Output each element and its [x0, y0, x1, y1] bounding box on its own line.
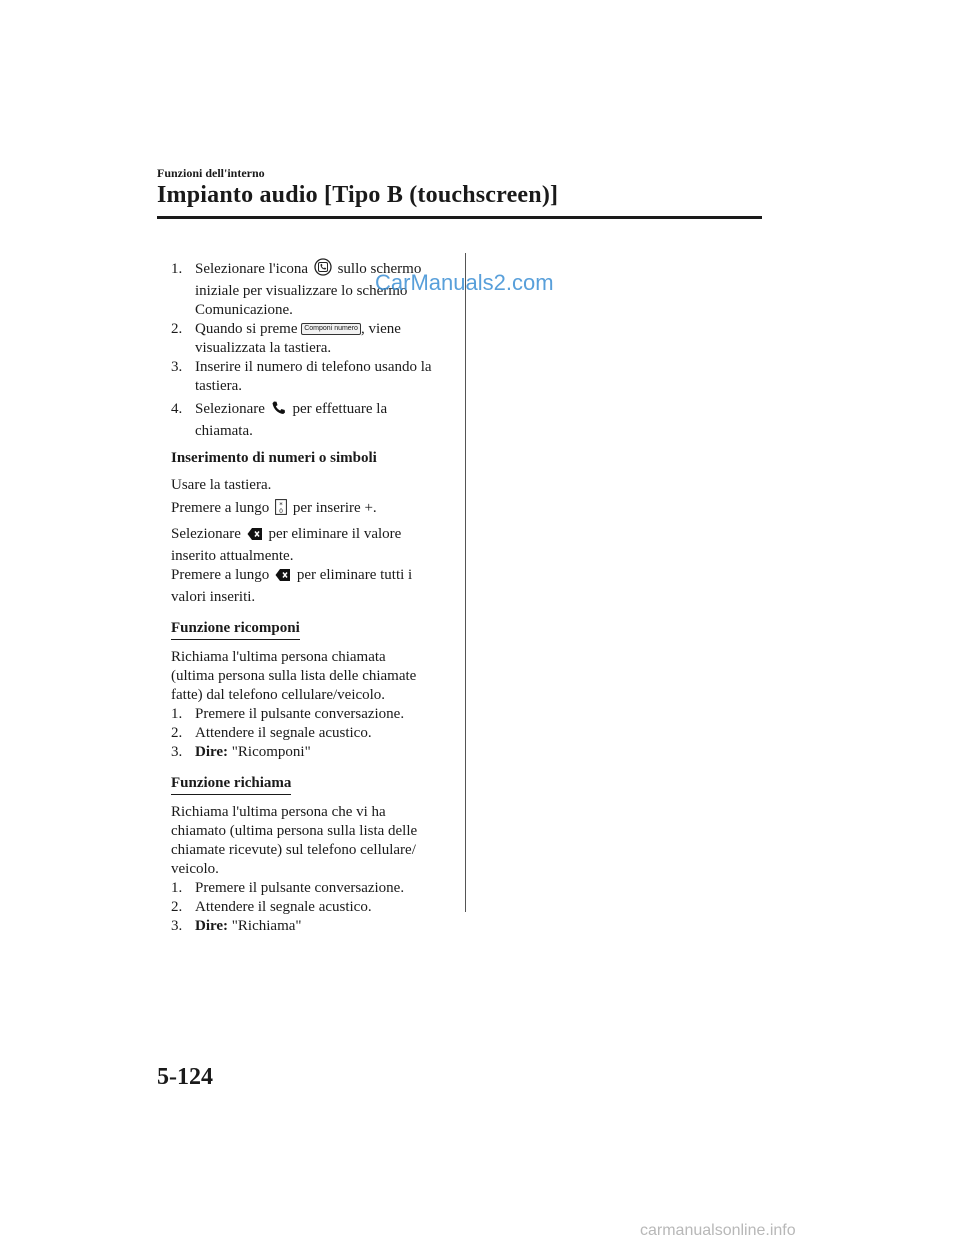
paragraph-line: Premere a lungo [171, 500, 270, 516]
dial-number-button-icon: Componi numero [301, 323, 361, 335]
list-item [171, 917, 466, 936]
paragraph-line: chiamato (ultima persona sulla lista delle [171, 823, 418, 839]
step-number: 3. [171, 918, 183, 934]
list-item [171, 724, 466, 743]
list-item [171, 705, 466, 724]
paragraph-line: valori inseriti. [171, 589, 256, 605]
delete-key-icon [247, 527, 263, 547]
step-keyword: Dire: [195, 918, 229, 934]
step-text: "Richiama" [231, 918, 302, 934]
title-rule [157, 216, 762, 219]
paragraph-line: veicolo. [171, 861, 219, 877]
svg-text:0: 0 [279, 508, 283, 515]
step-number: 3. [171, 744, 183, 760]
list-item [171, 898, 466, 917]
page-title: Impianto audio [Tipo B (touchscreen)] [157, 182, 559, 208]
footer-watermark: carmanualsonline.info [640, 1222, 796, 1239]
paragraph-line: Richiama l'ultima persona che vi ha [171, 804, 386, 820]
step-text: Premere il pulsante conversazione. [195, 880, 405, 896]
step-text: tastiera. [195, 378, 243, 394]
section-label: Funzioni dell'interno [157, 166, 265, 180]
delete-key-icon [275, 568, 291, 588]
page-number: 5-124 [157, 1064, 213, 1090]
paragraph-line: Selezionare [171, 526, 241, 542]
paragraph-line: per eliminare il valore [268, 526, 402, 542]
paragraph-line: per inserire +. [292, 500, 377, 516]
step-number: 1. [171, 261, 183, 277]
symbols-heading: Inserimento di numeri o simboli [171, 450, 377, 466]
step-text: , viene [360, 321, 401, 337]
step-number: 4. [171, 401, 183, 417]
phone-screen-icon [314, 258, 332, 282]
paragraph-line: (ultima persona sulla lista delle chiamate [171, 668, 417, 684]
step-text: Inserire il numero di telefono usando la [195, 359, 432, 375]
paragraph-line: chiamate ricevute) sul telefono cellulare/ [171, 842, 416, 858]
step-number: 2. [171, 899, 183, 915]
step-text: visualizzata la tastiera. [195, 340, 332, 356]
left-column [171, 258, 466, 936]
step-text: Attendere il segnale acustico. [195, 725, 372, 741]
paragraph-line: Premere a lungo [171, 567, 270, 583]
watermark: CarManuals2.com [375, 270, 554, 295]
paragraph-line: Richiama l'ultima persona chiamata [171, 649, 386, 665]
step-number: 3. [171, 359, 183, 375]
step-text: Premere il pulsante conversazione. [195, 706, 405, 722]
step-text: Comunicazione. [195, 302, 293, 318]
step-text: chiamata. [195, 423, 253, 439]
callback-heading: Funzione richiama [171, 774, 291, 795]
step-2 [171, 320, 466, 358]
star-key-icon [275, 499, 287, 521]
step-text: iniziale per visualizzare lo schermo [195, 283, 408, 299]
step-number: 1. [171, 880, 183, 896]
paragraph-line: per eliminare tutti i [296, 567, 413, 583]
step-4 [171, 400, 466, 441]
paragraph-line: inserito attualmente. [171, 548, 294, 564]
redial-heading: Funzione ricomponi [171, 619, 300, 640]
step-number: 2. [171, 725, 183, 741]
phone-handset-icon [271, 400, 287, 422]
step-text: Selezionare l'icona [195, 261, 309, 277]
step-text: "Ricomponi" [231, 744, 311, 760]
step-3 [171, 358, 466, 396]
list-item [171, 743, 466, 762]
step-number: 1. [171, 706, 183, 722]
paragraph-line: Usare la tastiera. [171, 477, 272, 493]
list-item [171, 879, 466, 898]
step-text: per effettuare la [292, 401, 388, 417]
step-number: 2. [171, 321, 183, 337]
step-text: sullo schermo [337, 261, 422, 277]
svg-text:*: * [279, 501, 283, 509]
step-text: Selezionare [195, 401, 265, 417]
step-keyword: Dire: [195, 744, 229, 760]
step-text: Attendere il segnale acustico. [195, 899, 372, 915]
paragraph-line: fatte) dal telefono cellulare/veicolo. [171, 687, 386, 703]
step-text: Quando si preme [195, 321, 298, 337]
